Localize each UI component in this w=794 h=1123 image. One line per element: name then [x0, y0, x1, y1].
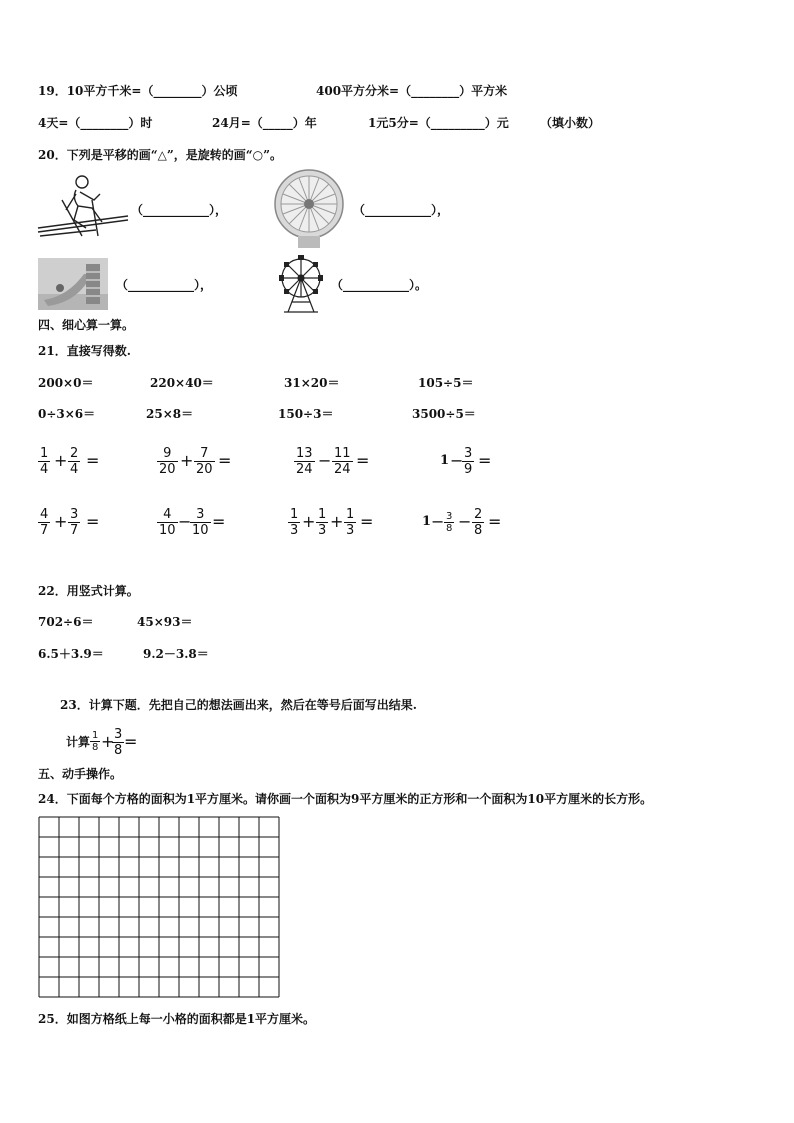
q19-item-b: 400平方分米=（________）平方米 — [316, 84, 508, 98]
q19-item-d: 24月=（_____）年 — [212, 116, 317, 130]
q19-item-e: 1元5分=（_________）元 — [368, 116, 509, 130]
operator: − — [431, 512, 445, 531]
equals: = — [86, 512, 100, 531]
fraction: 3 10 — [192, 507, 209, 538]
fraction: 3 8 — [446, 511, 453, 534]
q21-r1-c3: 31×20＝ — [284, 376, 340, 390]
operator: + — [330, 512, 344, 531]
equals: = — [124, 732, 138, 751]
fraction: 4 7 — [40, 507, 49, 538]
skier-image — [36, 170, 132, 242]
fraction: 2 4 — [70, 446, 79, 477]
equals: = — [212, 512, 226, 531]
equals: = — [478, 451, 492, 470]
operator: + — [54, 451, 68, 470]
q21-r1-c4: 105÷5＝ — [418, 376, 474, 390]
fan-image — [272, 168, 346, 250]
fraction: 1 4 — [40, 446, 49, 477]
fraction: 1 8 — [92, 730, 99, 753]
q23-title: 23．计算下题．先把自己的想法画出来，然后在等号后面写出结果. — [60, 698, 417, 712]
equals: = — [86, 451, 100, 470]
equals: = — [356, 451, 370, 470]
q24-title: 24．下面每个方格的面积为1平方厘米。请你画一个面积为9平方厘米的正方形和一个面积为10平方厘米的长方形。 — [38, 792, 653, 806]
q20-blank-4: （___________）。 — [331, 278, 428, 292]
q19-item-c: 4天=（________）时 — [38, 116, 153, 130]
operator: + — [180, 451, 194, 470]
fraction: 3 8 — [114, 727, 123, 758]
equals: = — [218, 451, 232, 470]
fraction: 2 8 — [474, 507, 483, 538]
fraction: 4 10 — [159, 507, 176, 538]
square-grid — [38, 816, 280, 1000]
q20-title: 20．下列是平移的画“△”，是旋转的画“○”。 — [38, 148, 283, 162]
operator: + — [302, 512, 316, 531]
q20-blank-2: （___________）， — [353, 203, 450, 217]
lead-number: 1 — [422, 514, 432, 529]
section-5-heading: 五、动手操作。 — [38, 767, 123, 781]
operator: + — [54, 512, 68, 531]
section-4-heading: 四、细心算一算。 — [38, 318, 135, 332]
q22-item-1: 702÷6＝ — [38, 615, 94, 629]
lead-number: 1 — [440, 453, 450, 468]
fraction: 9 20 — [159, 446, 176, 477]
ferris-wheel-image — [276, 254, 326, 314]
q25-title: 25．如图方格纸上每一小格的面积都是1平方厘米。 — [38, 1012, 316, 1026]
q22-title: 22．用竖式计算。 — [38, 584, 139, 598]
q21-r2-c1: 0÷3×6＝ — [38, 407, 96, 421]
q23-lead: 计算 — [66, 735, 91, 749]
q21-r1-c2: 220×40＝ — [150, 376, 214, 390]
equals: = — [488, 512, 502, 531]
q20-blank-1: （___________）， — [131, 203, 228, 217]
fraction: 1 3 — [346, 507, 355, 538]
fraction: 1 3 — [318, 507, 327, 538]
q22-item-4: 9.2－3.8＝ — [143, 647, 209, 661]
fraction: 1 3 — [290, 507, 299, 538]
fraction: 3 7 — [70, 507, 79, 538]
equals: = — [360, 512, 374, 531]
q20-blank-3: （___________）， — [116, 278, 213, 292]
q22-item-3: 6.5＋3.9＝ — [38, 647, 104, 661]
slide-image — [38, 258, 108, 310]
q19-item-e-note: （填小数） — [540, 116, 601, 130]
q19-item-a: 19．10平方千米=（________）公顷 — [38, 84, 238, 98]
operator: − — [450, 451, 464, 470]
fraction: 11 24 — [334, 446, 351, 477]
q21-r1-c1: 200×0＝ — [38, 376, 94, 390]
q22-item-2: 45×93＝ — [137, 615, 193, 629]
fraction: 3 9 — [464, 446, 473, 477]
q21-r2-c3: 150÷3＝ — [278, 407, 334, 421]
fraction: 13 24 — [296, 446, 313, 477]
operator: − — [178, 512, 192, 531]
q21-title: 21．直接写得数. — [38, 344, 131, 358]
q21-r2-c2: 25×8＝ — [146, 407, 194, 421]
q21-r2-c4: 3500÷5＝ — [412, 407, 476, 421]
fraction: 7 20 — [196, 446, 213, 477]
operator: + — [101, 732, 115, 751]
operator: − — [318, 451, 332, 470]
operator: − — [458, 512, 472, 531]
